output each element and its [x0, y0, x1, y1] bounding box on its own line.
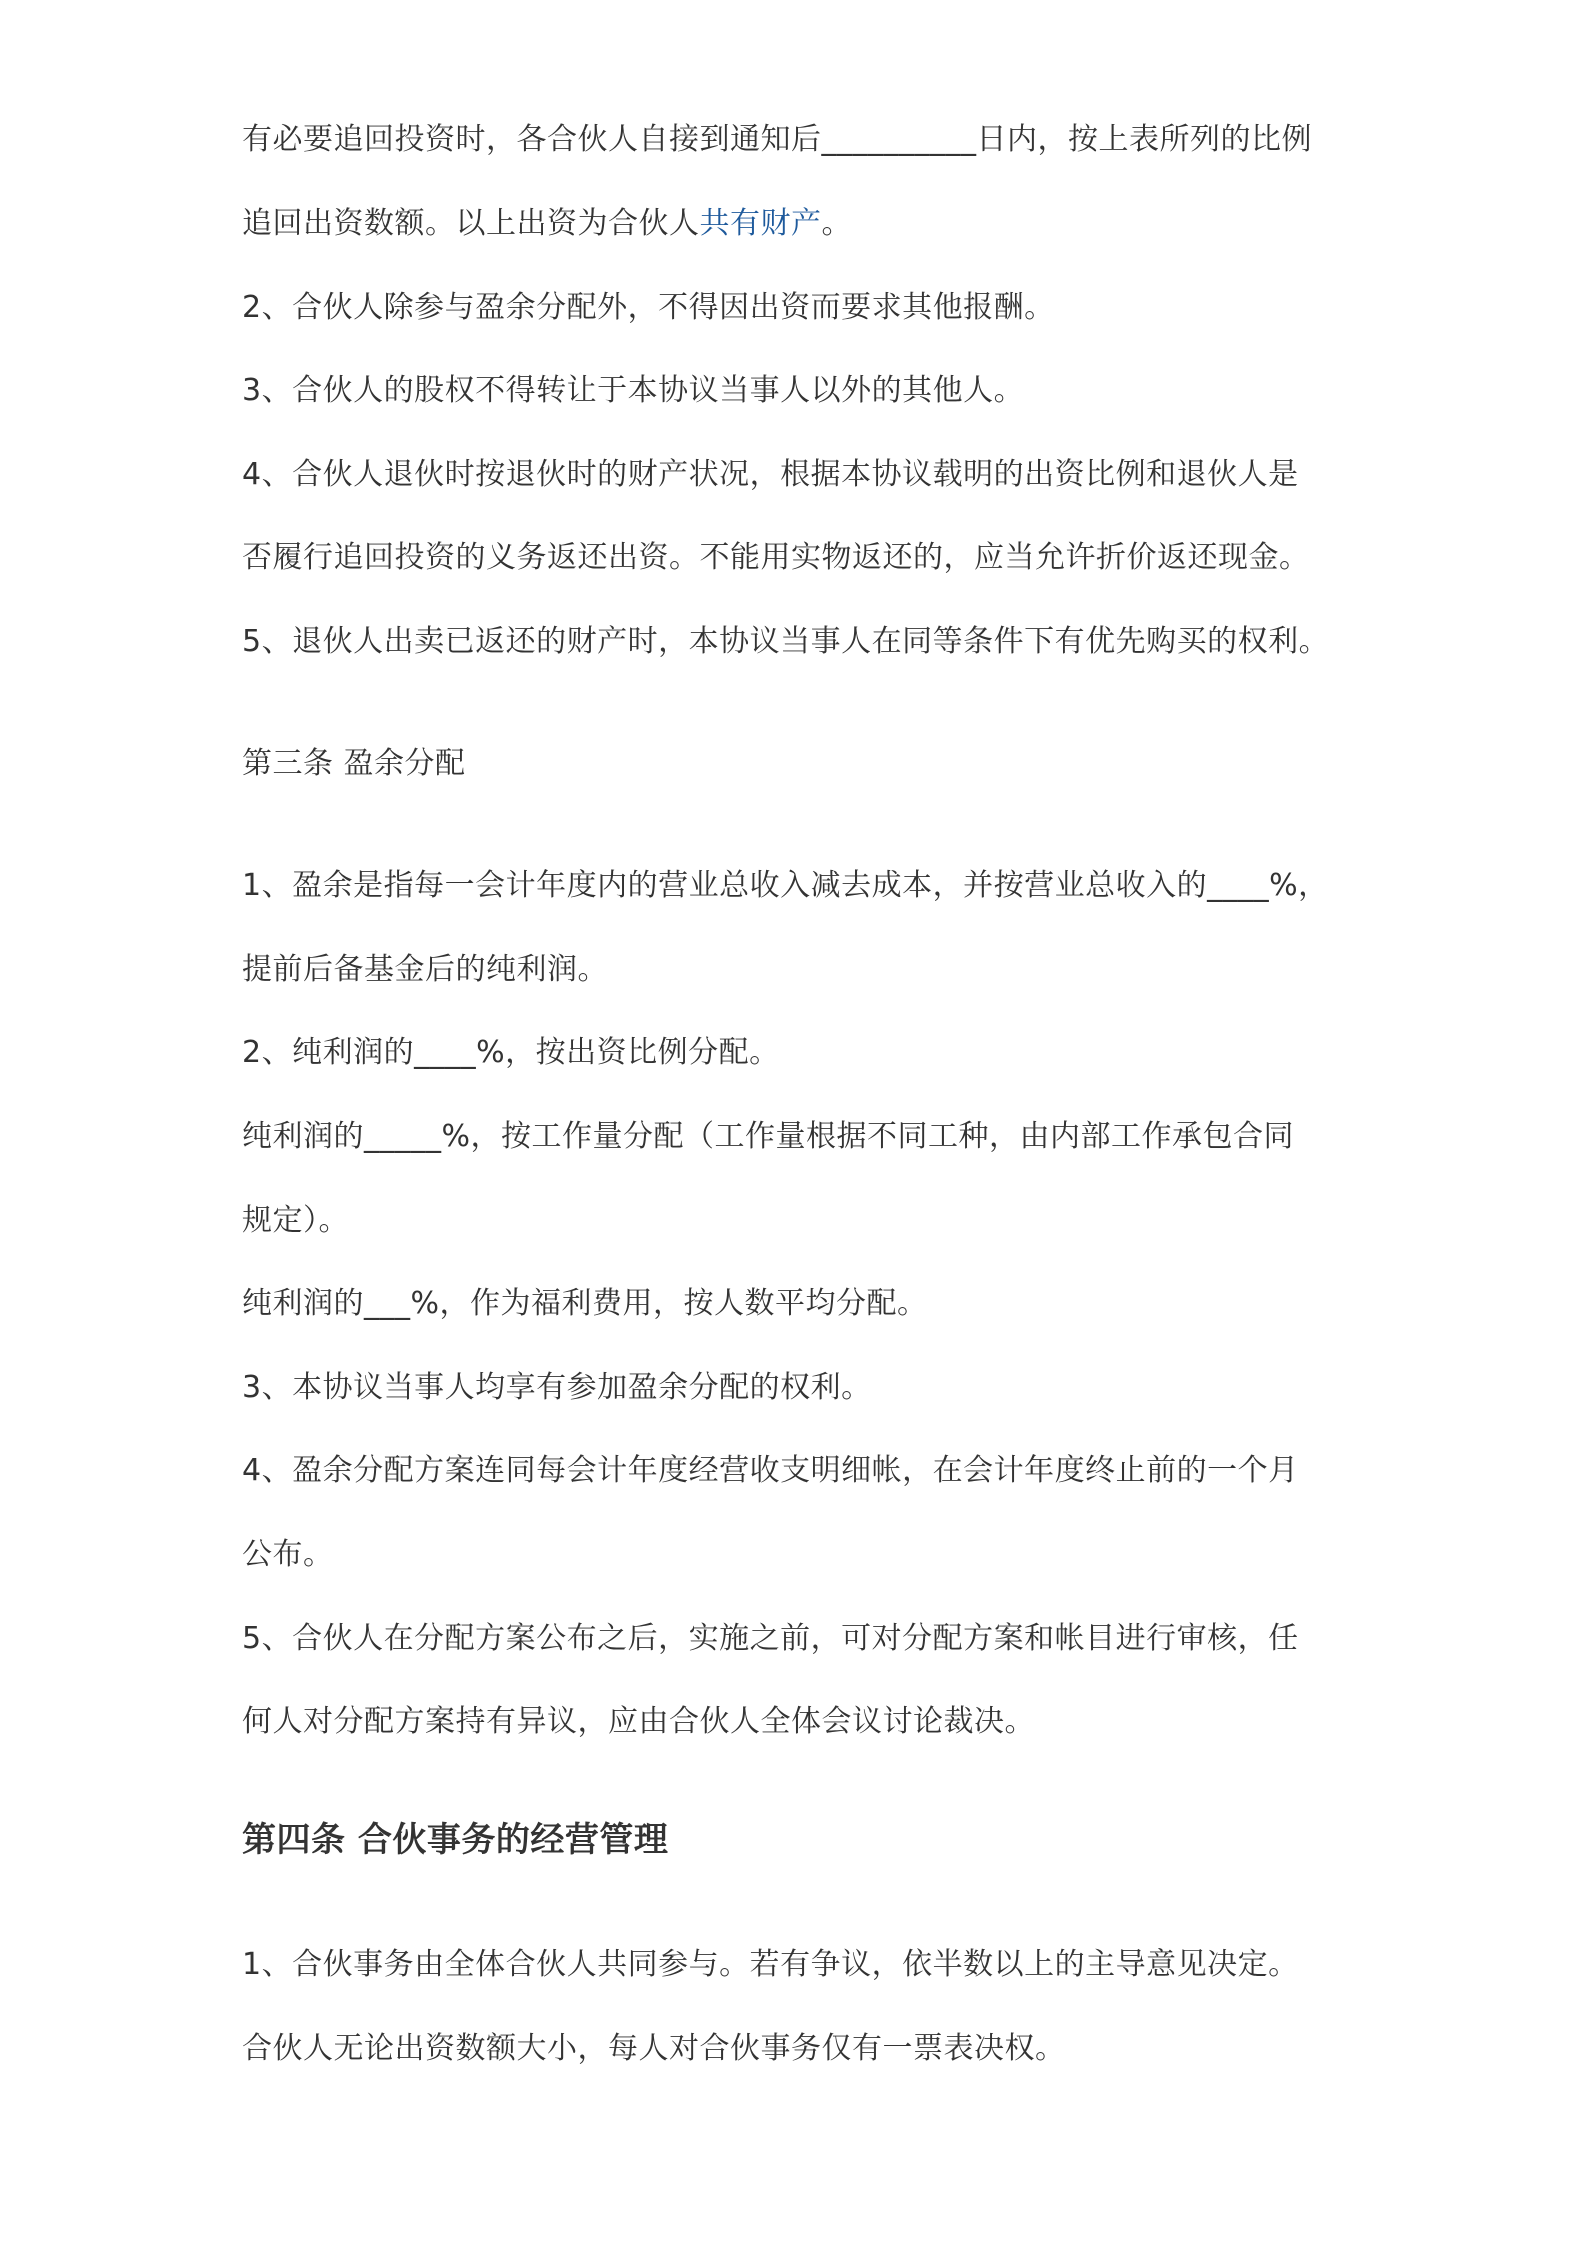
clause-item: 5、合伙人在分配方案公布之后，实施之前，可对分配方案和帐目进行审核，任	[242, 1621, 1299, 1656]
paragraph-line: 提前后备基金后的纯利润。	[242, 952, 608, 987]
clause-item: 1、盈余是指每一会计年度内的营业总收入减去成本，并按营业总收入的____%，	[242, 868, 1329, 903]
line-text: 追回出资数额。以上出资为合伙人	[242, 206, 700, 241]
clause-item: 4、合伙人退伙时按退伙时的财产状况，根据本协议载明的出资比例和退伙人是	[242, 457, 1299, 492]
clause-item: 3、本协议当事人均享有参加盈余分配的权利。	[242, 1370, 872, 1405]
line-tail: 。	[821, 206, 852, 241]
clause-item: 2、合伙人除参与盈余分配外，不得因出资而要求其他报酬。	[242, 290, 1055, 325]
paragraph-line: 纯利润的___%，作为福利费用，按人数平均分配。	[242, 1286, 928, 1321]
clause-item: 5、退伙人出卖已返还的财产时，本协议当事人在同等条件下有优先购买的权利。	[242, 624, 1330, 659]
paragraph-line: 何人对分配方案持有异议，应由合伙人全体会议讨论裁决。	[242, 1704, 1035, 1739]
paragraph-line: 纯利润的_____%，按工作量分配（工作量根据不同工种，由内部工作承包合同	[242, 1119, 1295, 1154]
paragraph-line: 否履行追回投资的义务返还出资。不能用实物返还的，应当允许折价返还现金。	[242, 540, 1310, 575]
clause-item: 2、纯利润的____%，按出资比例分配。	[242, 1035, 780, 1070]
paragraph-line: 有必要追回投资时，各合伙人自接到通知后__________日内，按上表所列的比例	[242, 122, 1312, 157]
clause-item: 3、合伙人的股权不得转让于本协议当事人以外的其他人。	[242, 373, 1025, 408]
common-property-link[interactable]: 共有财产	[699, 206, 822, 241]
paragraph-line: 合伙人无论出资数额大小，每人对合伙事务仅有一票表决权。	[242, 2031, 1066, 2066]
paragraph-line	[242, 204, 852, 244]
paragraph-line: 规定）。	[242, 1203, 349, 1238]
section-title-article-4: 第四条 合伙事务的经营管理	[242, 1820, 669, 1860]
paragraph-line: 公布。	[242, 1537, 334, 1572]
clause-item: 4、盈余分配方案连同每会计年度经营收支明细帐，在会计年度终止前的一个月	[242, 1453, 1299, 1488]
clause-item: 1、合伙事务由全体合伙人共同参与。若有争议，依半数以上的主导意见决定。	[242, 1947, 1299, 1982]
section-title-article-3: 第三条 盈余分配	[242, 746, 466, 781]
